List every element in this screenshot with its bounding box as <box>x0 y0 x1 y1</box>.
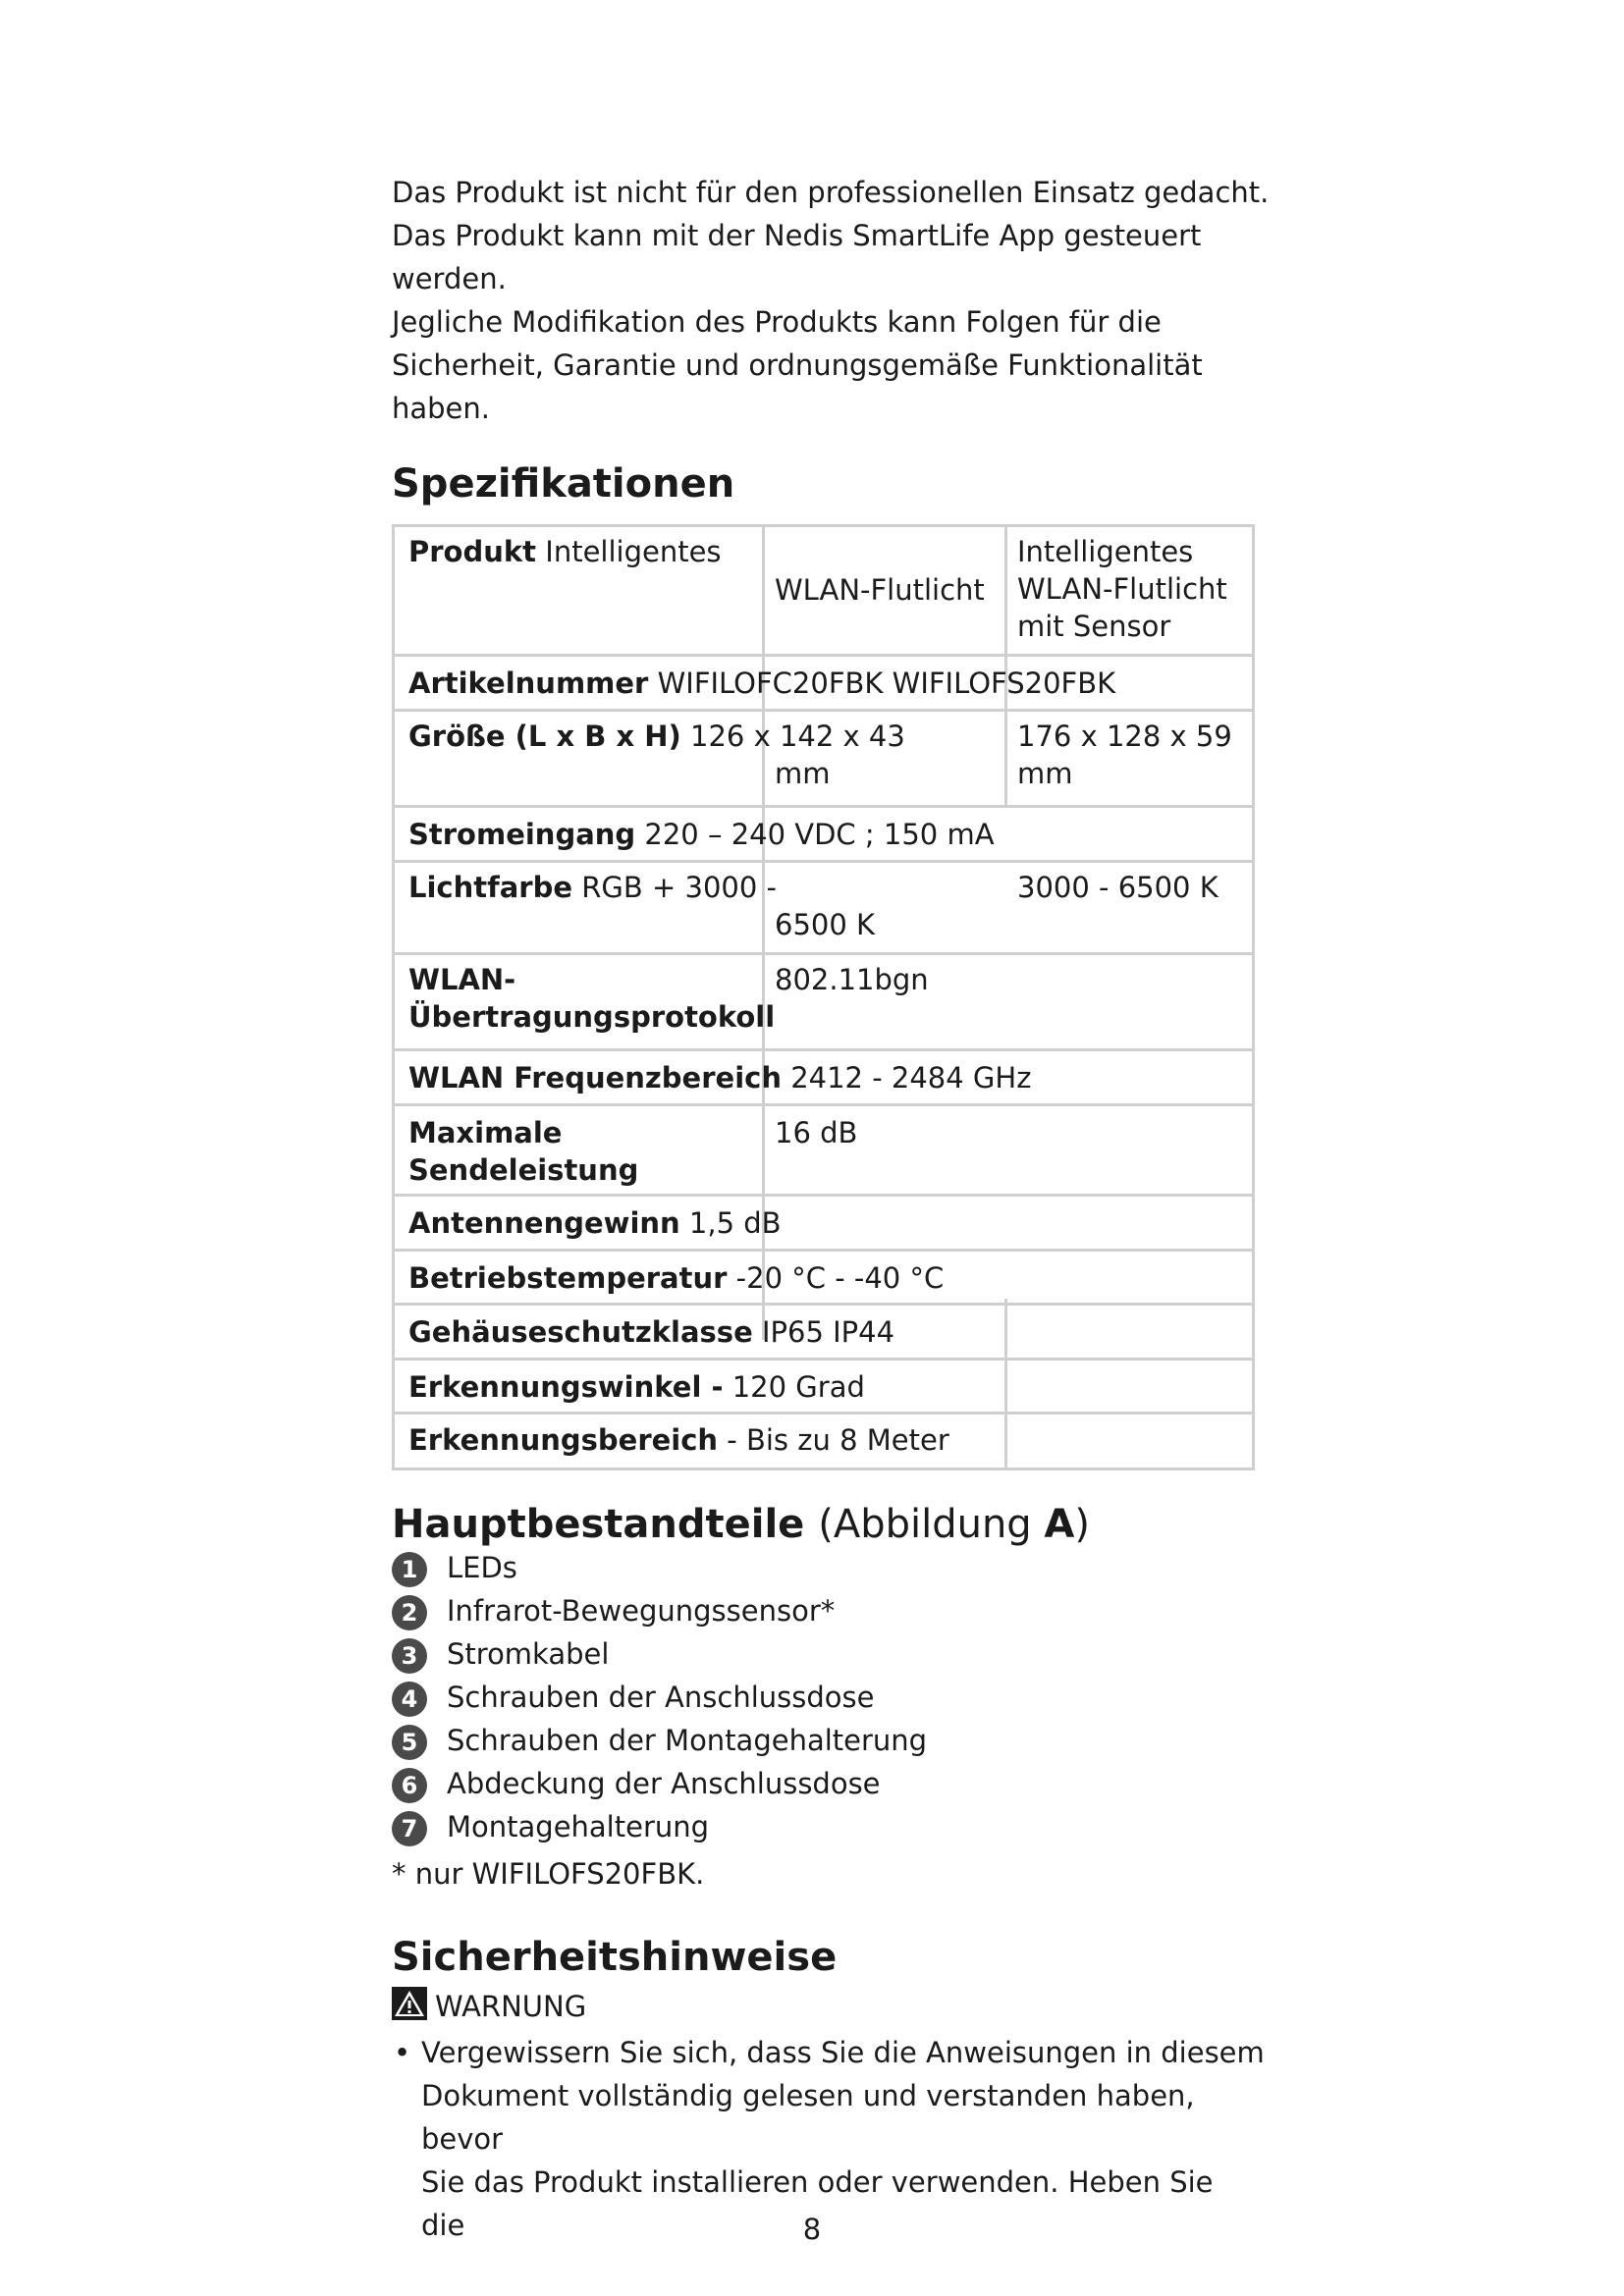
spec-cell: Stromeingang 220 – 240 VDC ; 150 mA <box>408 818 995 851</box>
spec-cell: Maximale Sendeleistung <box>408 1116 639 1187</box>
spec-row-lichtfarbe <box>395 863 1252 955</box>
spec-row-betriebstemperatur <box>395 1252 1252 1306</box>
spec-cell: Betriebstemperatur -20 °C - -40 °C <box>408 1261 945 1295</box>
bullet-icon: • <box>394 2036 411 2069</box>
warning-line <box>392 1987 586 2030</box>
spec-row-erkennungsbereich <box>395 1415 1252 1468</box>
spec-cell: Erkennungswinkel - 120 Grad <box>408 1370 865 1404</box>
intro-line: Sicherheit, Garantie und ordnungsgemäße Funktionalität <box>392 348 1203 382</box>
spec-row-strom <box>395 808 1252 863</box>
spec-cell: WLAN- Übertragungsprotokoll <box>408 963 776 1034</box>
spec-cell: 16 dB <box>775 1116 858 1149</box>
list-item: 7 Montagehalterung <box>392 1807 709 1846</box>
list-item: 6 Abdeckung der Anschlussdose <box>392 1764 881 1803</box>
spec-cell: mm <box>775 757 831 790</box>
spec-row-wlan-freq <box>395 1051 1252 1106</box>
intro-line: Das Produkt ist nicht für den professionellen Einsatz gedacht. <box>392 176 1270 209</box>
spec-heading: Spezifikationen <box>392 461 735 507</box>
spec-cell: 176 x 128 x 59 mm <box>1017 720 1232 790</box>
spec-cell: Antennengewinn 1,5 dB <box>408 1206 782 1240</box>
intro-paragraph <box>392 171 1275 430</box>
spec-cell: Lichtfarbe RGB + 3000 - <box>408 871 778 904</box>
number-badge-icon: 2 <box>392 1595 427 1630</box>
spec-cell: Intelligentes WLAN-Flutlicht mit Sensor <box>1017 535 1227 643</box>
intro-line: Das Produkt kann mit der Nedis SmartLife App gesteuert <box>392 219 1202 252</box>
safety-heading: Sicherheitshinweise <box>392 1935 838 1980</box>
footnote: * nur WIFILOFS20FBK. <box>392 1857 705 1891</box>
spec-row-produkt <box>395 527 1252 657</box>
list-item: 2 Infrarot-Bewegungssensor* <box>392 1591 835 1630</box>
intro-line: haben. <box>392 392 490 425</box>
page-number: 8 <box>802 2213 822 2246</box>
spec-row-wlan-protokoll <box>395 955 1252 1051</box>
spec-row-erkennungswinkel <box>395 1361 1252 1415</box>
spec-cell: Gehäuseschutzklasse IP65 IP44 <box>408 1315 895 1349</box>
number-badge-icon: 3 <box>392 1638 427 1674</box>
number-badge-icon: 5 <box>392 1725 427 1760</box>
number-badge-icon: 7 <box>392 1811 427 1846</box>
spec-table <box>392 524 1255 1470</box>
warning-triangle-icon <box>392 1987 427 2030</box>
spec-cell: Erkennungsbereich - Bis zu 8 Meter <box>408 1423 949 1457</box>
list-item: 3 Stromkabel <box>392 1634 609 1674</box>
spec-cell: 3000 - 6500 K <box>1017 871 1218 904</box>
list-item: 4 Schrauben der Anschlussdose <box>392 1678 874 1717</box>
spec-cell: WLAN Frequenzbereich 2412 - 2484 GHz <box>408 1061 1032 1095</box>
main-parts-heading: Hauptbestandteile (Abbildung A) <box>392 1502 1090 1547</box>
list-item: 1 LEDs <box>392 1548 517 1587</box>
warning-label: WARNUNG <box>435 1990 587 2023</box>
spec-row-groesse <box>395 712 1252 808</box>
spec-row-sendeleistung <box>395 1106 1252 1197</box>
spec-cell: 802.11bgn <box>775 963 929 996</box>
number-badge-icon: 4 <box>392 1682 427 1717</box>
spec-row-artikel <box>395 657 1252 712</box>
intro-line: Jegliche Modifikation des Produkts kann Folgen für die <box>392 305 1162 339</box>
spec-cell: Größe (L x B x H) 126 x 142 x 43 <box>408 720 905 753</box>
list-item: 5 Schrauben der Montagehalterung <box>392 1721 927 1760</box>
number-badge-icon: 6 <box>392 1768 427 1803</box>
spec-row-antennengewinn <box>395 1197 1252 1252</box>
spec-cell: WLAN-Flutlicht <box>775 573 985 607</box>
spec-cell: 6500 K <box>775 908 876 941</box>
bullet-text: Vergewissern Sie sich, dass Sie die Anweisungen in diesem Dokument vollständig gelesen und verstanden haben, bevor Sie das Produkt installieren oder verwenden. Heben Sie die <box>421 2036 1265 2242</box>
number-badge-icon: 1 <box>392 1552 427 1587</box>
spec-cell: Artikelnummer WIFILOFC20FBK WIFILOFS20FBK <box>408 667 1116 700</box>
spec-cell: Produkt Intelligentes <box>408 535 722 568</box>
spec-row-schutzklasse <box>395 1306 1252 1361</box>
intro-line: werden. <box>392 262 507 295</box>
